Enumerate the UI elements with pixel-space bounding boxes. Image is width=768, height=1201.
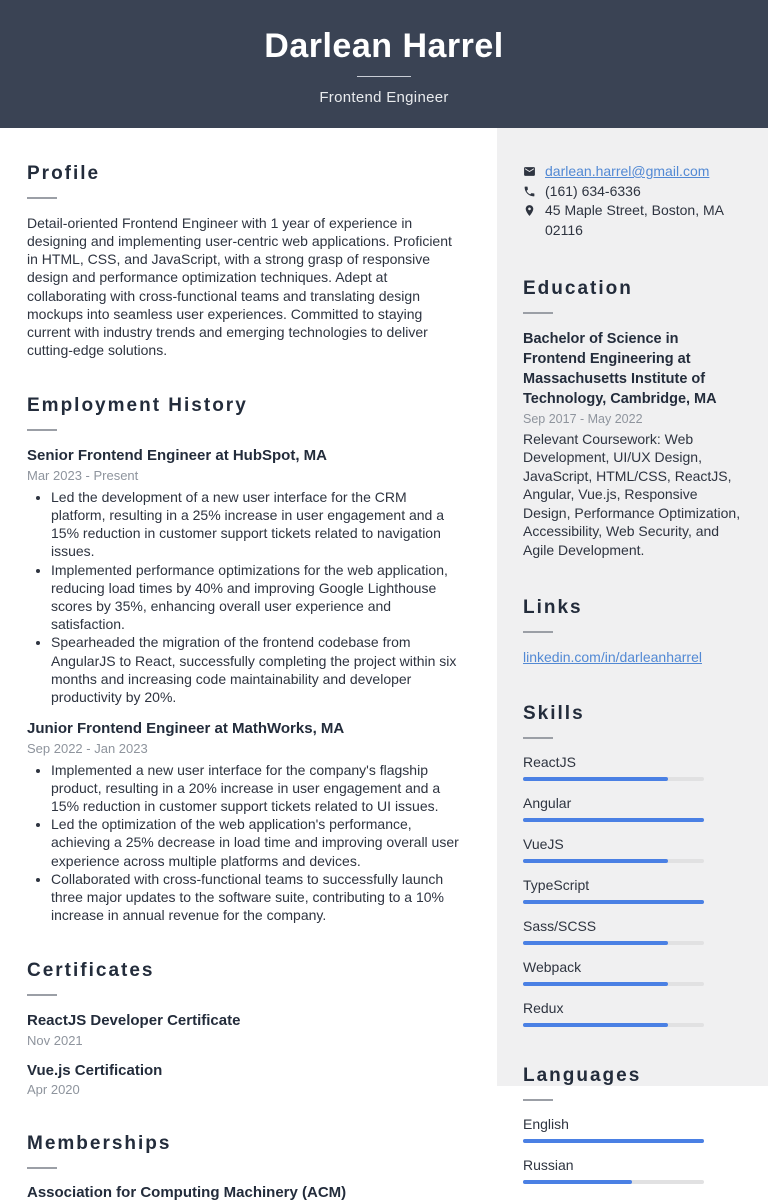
skills-section <box>523 703 741 1027</box>
job-bullet-list <box>27 488 463 706</box>
job-bullet: • Spearheaded the migration of the frontend codebase from AngularJS to React, successfully completing the project within six months and increasing code maintainability and developer productivity by 20%. <box>51 633 463 706</box>
language-bar-fill <box>523 1139 704 1143</box>
certificate-entry <box>27 1011 463 1048</box>
section-divider <box>523 631 553 633</box>
language-name: Russian <box>523 1156 574 1173</box>
job-dates: Sep 2022 - Jan 2023 <box>27 740 148 756</box>
phone-number: (161) 634-6336 <box>545 182 641 199</box>
profile-section <box>27 163 463 359</box>
skills-list <box>523 754 741 1027</box>
skill-bar-fill <box>523 982 668 986</box>
skill-name: VueJS <box>523 835 564 852</box>
certificate-title: Vue.js Certification <box>27 1061 163 1079</box>
skill-entry <box>523 877 741 904</box>
language-bar-track <box>523 1139 704 1143</box>
skill-bar-track <box>523 1023 704 1027</box>
contact-block <box>523 162 741 240</box>
skill-bar-track <box>523 818 704 822</box>
candidate-name: Darlean Harrel <box>264 26 504 65</box>
employment-section <box>27 395 463 924</box>
languages-list <box>523 1116 741 1184</box>
skill-name: Redux <box>523 999 564 1016</box>
header <box>0 0 768 128</box>
section-divider <box>27 429 57 431</box>
certificates-section <box>27 960 463 1097</box>
certificates-heading: Certificates <box>27 960 155 982</box>
address-text: 45 Maple Street, Boston, MA 02116 <box>545 202 724 238</box>
linkedin-link[interactable]: linkedin.com/in/darleanharrel <box>523 649 702 666</box>
certificate-date: Apr 2020 <box>27 1082 80 1098</box>
language-bar-track <box>523 1180 704 1184</box>
section-divider <box>27 1167 57 1169</box>
skill-entry <box>523 836 741 863</box>
section-divider <box>27 197 57 199</box>
section-divider <box>523 737 553 739</box>
profile-heading: Profile <box>27 163 101 184</box>
job-bullet: • Collaborated with cross-functional teams to successfully launch three major updates to the software suite, contributing to a 10% increase in annual revenue for the company. <box>51 870 463 925</box>
skill-bar-track <box>523 777 704 781</box>
skill-bar-track <box>523 941 704 945</box>
job-bullet: • Led the development of a new user interface for the CRM platform, resulting in a 25% increase in user engagement and a 15% reduction in customer support tickets related to navigation issues. <box>51 488 463 561</box>
skill-bar-track <box>523 859 704 863</box>
main-column <box>0 128 497 1201</box>
skill-bar-track <box>523 900 704 904</box>
skill-bar-track <box>523 982 704 986</box>
skill-entry <box>523 795 741 822</box>
skill-bar-fill <box>523 941 668 945</box>
links-section <box>523 597 741 665</box>
language-entry <box>523 1157 741 1184</box>
job-dates: Mar 2023 - Present <box>27 467 139 483</box>
skill-name: Webpack <box>523 958 582 975</box>
candidate-title: Frontend Engineer <box>319 88 449 106</box>
links-heading: Links <box>523 597 583 619</box>
job-entry <box>27 446 463 706</box>
section-divider <box>523 312 553 314</box>
link-entry <box>523 649 741 665</box>
skill-entry <box>523 959 741 986</box>
certificate-date: Nov 2021 <box>27 1032 83 1048</box>
skill-name: Angular <box>523 794 572 811</box>
skills-heading: Skills <box>523 703 585 725</box>
contact-phone-row <box>523 182 741 202</box>
skill-entry <box>523 1000 741 1027</box>
certificate-title: ReactJS Developer Certificate <box>27 1012 241 1030</box>
job-title: Junior Frontend Engineer at MathWorks, MA <box>27 720 345 738</box>
skill-name: ReactJS <box>523 753 576 770</box>
education-heading: Education <box>523 278 633 299</box>
education-dates: Sep 2017 - May 2022 <box>523 411 643 426</box>
job-bullet-list <box>27 761 463 925</box>
sidebar-column <box>497 128 768 1173</box>
skill-bar-fill <box>523 1023 668 1027</box>
membership-entry: Association for Computing Machinery (ACM) <box>27 1184 347 1201</box>
degree-title: Bachelor of Science in Frontend Engineering at Massachusetts Institute of Technology, Cambridge, MA <box>523 330 717 407</box>
job-bullet: • Led the optimization of the web application's performance, achieving a 25% decrease in load time and improving overall user experience across multiple platforms and devices. <box>51 815 463 870</box>
contact-email-row <box>523 162 741 182</box>
phone-icon <box>523 185 536 198</box>
education-section <box>523 278 741 559</box>
memberships-section <box>27 1133 463 1201</box>
section-divider <box>27 994 57 996</box>
languages-section <box>523 1065 741 1184</box>
skill-name: TypeScript <box>523 876 590 893</box>
employment-heading: Employment History <box>27 395 248 417</box>
contact-address-row <box>523 201 741 240</box>
certificate-entry <box>27 1061 463 1098</box>
job-bullet: • Implemented performance optimizations for the web application, reducing load times by 40% and improving Google Lighthouse scores by 35%, enhancing overall user experience and satisfaction. <box>51 561 463 634</box>
skill-entry <box>523 918 741 945</box>
job-bullet: • Implemented a new user interface for the company's flagship product, resulting in a 20% increase in user engagement and a 15% reduction in customer support tickets related to UI issues. <box>51 761 463 816</box>
language-name: English <box>523 1115 569 1132</box>
job-entry <box>27 719 463 924</box>
language-entry <box>523 1116 741 1143</box>
skill-name: Sass/SCSS <box>523 917 597 934</box>
location-pin-icon <box>523 204 536 217</box>
envelope-icon <box>523 165 536 178</box>
skill-bar-fill <box>523 900 704 904</box>
memberships-heading: Memberships <box>27 1133 172 1155</box>
languages-heading: Languages <box>523 1064 642 1086</box>
job-title: Senior Frontend Engineer at HubSpot, MA <box>27 447 327 465</box>
skill-bar-fill <box>523 818 704 822</box>
skill-bar-fill <box>523 777 668 781</box>
skill-entry <box>523 754 741 781</box>
language-bar-fill <box>523 1180 632 1184</box>
email-link[interactable]: darlean.harrel@gmail.com <box>545 163 710 179</box>
skill-bar-fill <box>523 859 668 863</box>
section-divider <box>523 1099 553 1101</box>
body-columns <box>0 128 768 1201</box>
education-coursework: Relevant Coursework: Web Development, UI/UX Design, JavaScript, HTML/CSS, ReactJS, Angular, Vue.js, Responsive Design, Performance Optimization, Accessibility, Web Security, and Agile Development. <box>523 430 741 558</box>
header-divider <box>357 76 411 77</box>
profile-text: Detail-oriented Frontend Engineer with 1 year of experience in designing and implementing user-centric web applications. Proficient in HTML, CSS, and JavaScript, with a strong grasp of responsive design and performance optimization techniques. Adept at collaborating with cross-functional teams and translating design mockups into seamless user experiences. Committed to staying current with industry trends and emerging technologies to deliver cutting-edge solutions. <box>27 214 452 359</box>
